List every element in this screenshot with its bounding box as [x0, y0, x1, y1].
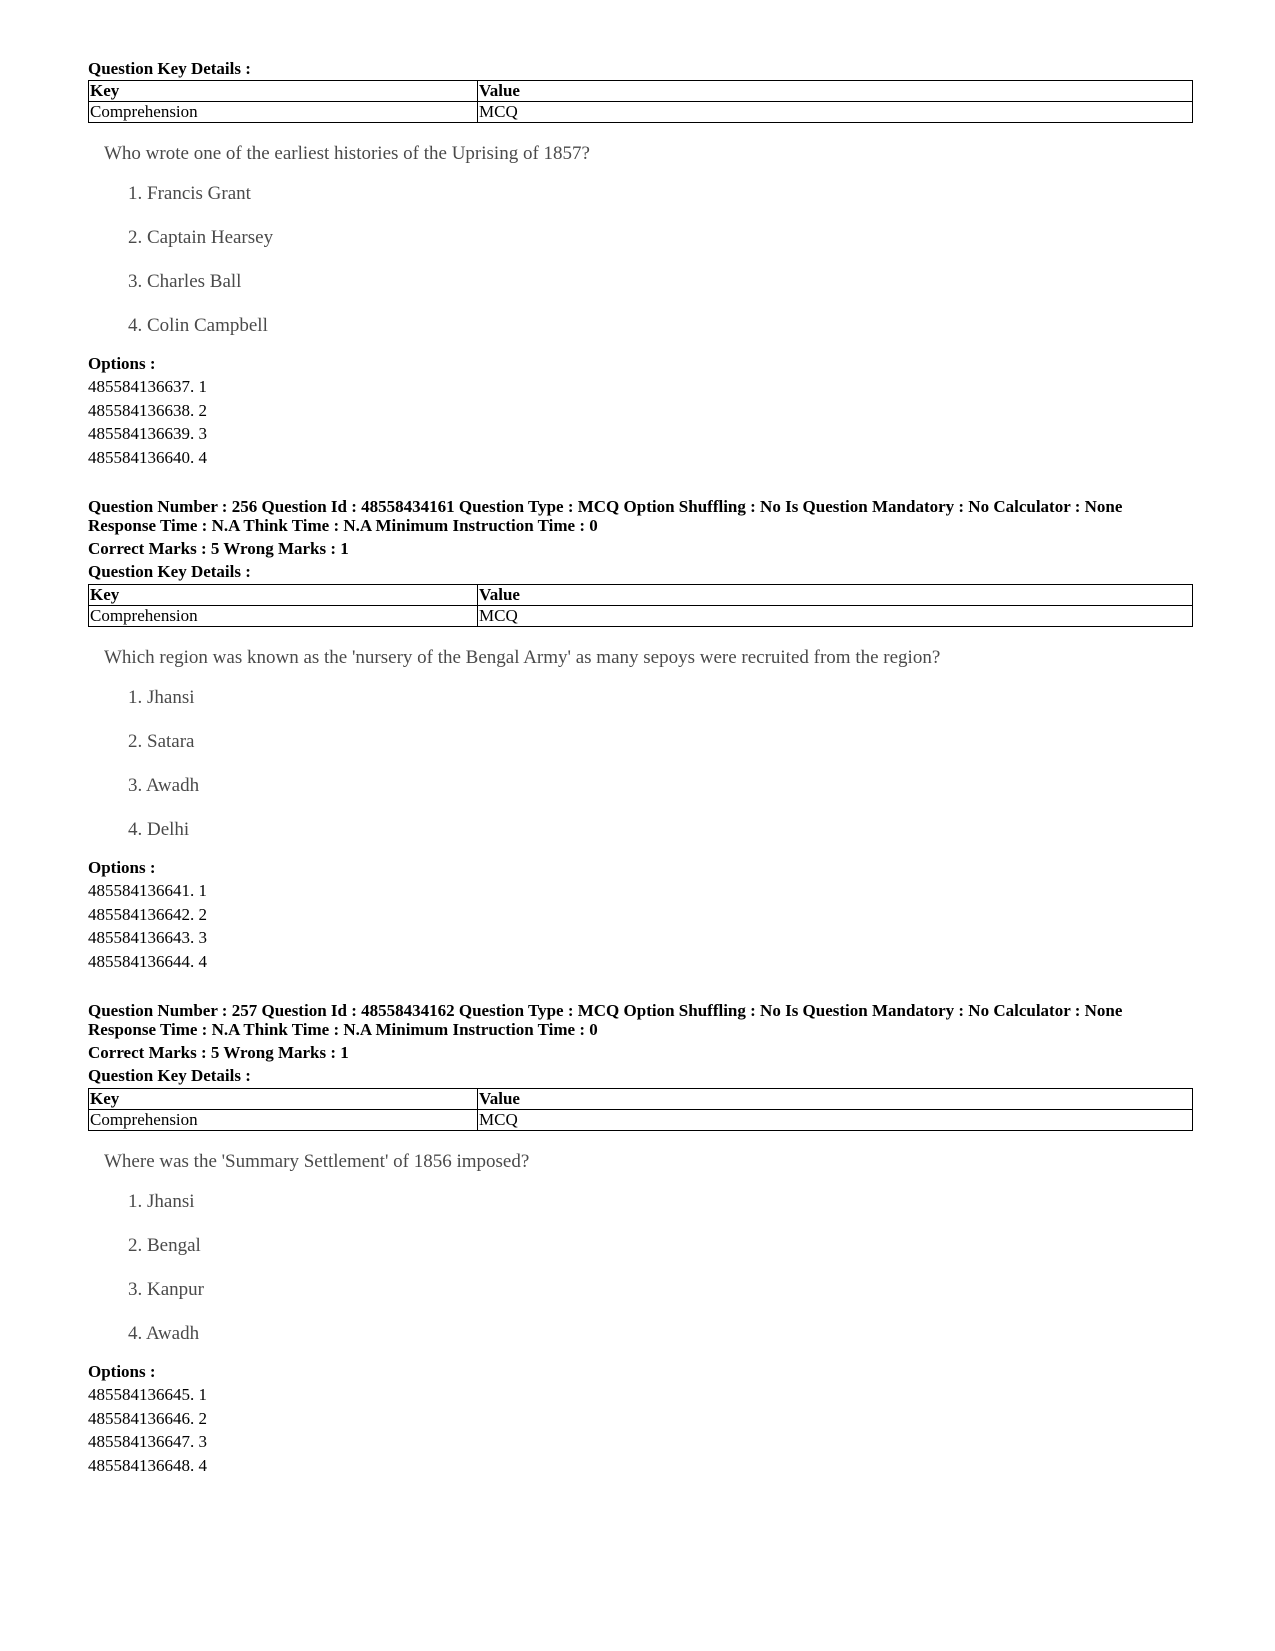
table-cell-value: MCQ [478, 606, 1193, 627]
choice-item: 3. Charles Ball [128, 271, 242, 292]
question-text: Which region was known as the 'nursery of the Bengal Army' as many sepoys were recruited from the region? [104, 647, 941, 668]
question-text: Where was the 'Summary Settlement' of 1856 imposed? [104, 1151, 530, 1172]
table-header-row [89, 585, 1193, 606]
key-details-table [88, 1088, 1193, 1131]
choice-item: 1. Francis Grant [128, 183, 251, 204]
question-block-257 [88, 1001, 1193, 1477]
table-cell-key: Comprehension [89, 1110, 478, 1131]
table-row [89, 606, 1193, 627]
choice-item: 4. Awadh [128, 1323, 200, 1344]
question-block-top [88, 58, 1193, 469]
option-id: 485584136640. 4 [88, 447, 207, 467]
choice-item: 3. Kanpur [128, 1279, 204, 1300]
options-label: Options : [88, 858, 156, 877]
choice-item: 2. Captain Hearsey [128, 227, 274, 248]
table-header-value: Value [478, 81, 1193, 102]
option-id: 485584136646. 2 [88, 1408, 207, 1428]
options-label: Options : [88, 1362, 156, 1381]
table-row [89, 1110, 1193, 1131]
question-meta-line: Question Number : 257 Question Id : 48558434162 Question Type : MCQ Option Shuffling : No Is Question Mandatory : No Calculator : None [88, 1001, 1123, 1020]
table-header-key: Key [89, 585, 478, 606]
option-id: 485584136641. 1 [88, 881, 207, 900]
choice-list [88, 181, 1193, 357]
table-header-value: Value [478, 1089, 1193, 1110]
question-meta-line: Question Number : 256 Question Id : 48558434161 Question Type : MCQ Option Shuffling : No Is Question Mandatory : No Calculator : None [88, 497, 1123, 516]
table-cell-key: Comprehension [89, 102, 478, 123]
question-meta-line: Response Time : N.A Think Time : N.A Minimum Instruction Time : 0 [88, 1020, 598, 1039]
marks-line: Correct Marks : 5 Wrong Marks : 1 [88, 539, 349, 558]
option-id: 485584136639. 3 [88, 424, 207, 443]
option-id: 485584136642. 2 [88, 904, 207, 924]
option-id: 485584136648. 4 [88, 1455, 207, 1475]
choice-item: 4. Delhi [128, 819, 190, 840]
table-cell-key: Comprehension [89, 606, 478, 627]
table-cell-value: MCQ [478, 1110, 1193, 1131]
option-id: 485584136637. 1 [88, 377, 207, 396]
key-details-table [88, 80, 1193, 123]
choice-item: 1. Jhansi [128, 687, 195, 708]
question-block-256 [88, 497, 1193, 973]
choice-item: 2. Bengal [128, 1235, 201, 1256]
key-details-table [88, 584, 1193, 627]
option-id: 485584136644. 4 [88, 951, 207, 971]
question-meta-line: Response Time : N.A Think Time : N.A Minimum Instruction Time : 0 [88, 516, 598, 535]
option-id: 485584136638. 2 [88, 400, 207, 420]
table-row [89, 102, 1193, 123]
choice-item: 3. Awadh [128, 775, 200, 796]
table-cell-value: MCQ [478, 102, 1193, 123]
choice-list [88, 685, 1193, 861]
table-header-key: Key [89, 81, 478, 102]
key-details-label: Question Key Details : [88, 562, 251, 581]
table-header-key: Key [89, 1089, 478, 1110]
table-header-value: Value [478, 585, 1193, 606]
option-id: 485584136647. 3 [88, 1432, 207, 1451]
option-id: 485584136645. 1 [88, 1385, 207, 1404]
options-label: Options : [88, 354, 156, 373]
document-page [88, 58, 1193, 1477]
table-header-row [89, 1089, 1193, 1110]
choice-item: 2. Satara [128, 731, 195, 752]
table-header-row [89, 81, 1193, 102]
choice-item: 1. Jhansi [128, 1191, 195, 1212]
option-id: 485584136643. 3 [88, 928, 207, 947]
choice-item: 4. Colin Campbell [128, 315, 268, 336]
marks-line: Correct Marks : 5 Wrong Marks : 1 [88, 1043, 349, 1062]
key-details-label: Question Key Details : [88, 59, 251, 78]
question-text: Who wrote one of the earliest histories of the Uprising of 1857? [104, 143, 590, 164]
key-details-label: Question Key Details : [88, 1066, 251, 1085]
choice-list [88, 1189, 1193, 1365]
